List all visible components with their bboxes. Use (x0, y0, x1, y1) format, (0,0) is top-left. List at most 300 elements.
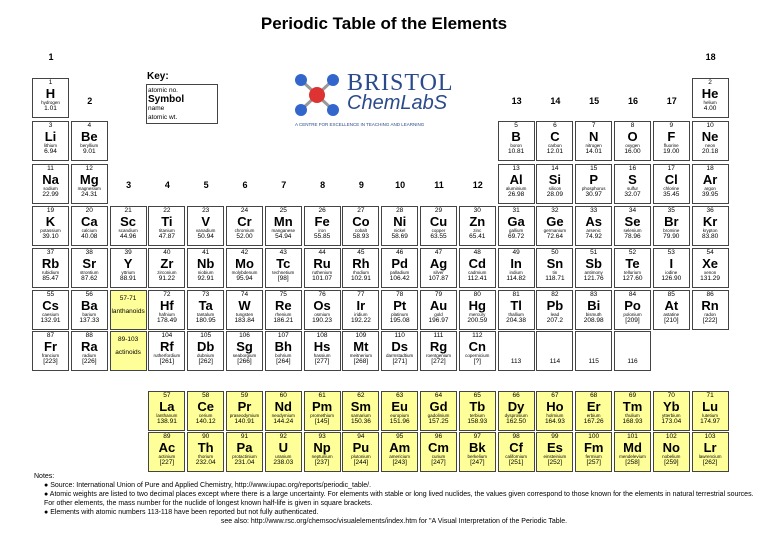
element-name: samarium (351, 413, 371, 418)
group-number: 12 (472, 180, 483, 190)
element-name: cerium (198, 413, 213, 418)
atomic-weight: 4.00 (703, 105, 717, 112)
element-hf (148, 290, 185, 330)
element-symbol: Bh (274, 339, 292, 354)
element-name: silicon (548, 186, 562, 191)
atomic-number: 25 (279, 207, 287, 214)
element-fm (575, 432, 612, 472)
element-pr (226, 391, 263, 431)
notes-footer: see also: http://www.rsc.org/chemsoc/visualelements/index.htm for "A Visual Interpretation of the Periodic Table. (220, 518, 568, 525)
atomic-weight: 192.22 (350, 317, 371, 324)
element-cu (420, 206, 457, 246)
atomic-weight: 72.64 (546, 233, 564, 240)
element-yb (653, 391, 690, 431)
element-name: krypton (702, 228, 718, 233)
element-symbol: Na (42, 172, 59, 187)
element-symbol: Cs (42, 298, 59, 313)
element-symbol: Te (625, 256, 640, 271)
element-nd (265, 391, 302, 431)
element-name: copper (431, 228, 446, 233)
atomic-weight: [237] (314, 459, 330, 466)
element-name: tungsten (235, 312, 254, 317)
atomic-weight: 186.21 (273, 317, 294, 324)
element-symbol: Yb (662, 399, 680, 414)
atomic-weight: 106.42 (389, 275, 410, 282)
element-name: nobelium (662, 454, 681, 459)
atomic-number: 72 (163, 291, 171, 298)
element-name: lanthanum (156, 413, 178, 418)
atomic-number: 79 (434, 291, 443, 298)
element-symbol: Hs (313, 339, 331, 354)
group-number: 3 (126, 180, 132, 190)
atomic-weight: [223] (43, 358, 58, 365)
element-es (536, 432, 573, 472)
atomic-weight: [222] (702, 317, 718, 324)
bristol-chemlabs-logo (291, 70, 454, 127)
element-name: einsteinium (543, 454, 567, 459)
element-symbol: Cu (429, 214, 448, 229)
element-ra (71, 331, 108, 371)
atomic-weight: [272] (431, 358, 446, 365)
atomic-weight: 167.26 (583, 418, 604, 425)
atomic-weight: 92.91 (197, 275, 214, 282)
element-name: iodine (665, 270, 678, 275)
element-name: neodymium (271, 413, 295, 418)
atomic-number: 2 (708, 79, 712, 86)
notes-heading: Notes: (34, 473, 55, 480)
atomic-number: 57 (163, 392, 171, 399)
atomic-weight: [209] (625, 317, 640, 324)
element-symbol: Pr (237, 399, 252, 414)
element-hs (304, 331, 341, 371)
element-symbol: V (201, 214, 211, 229)
element-br (653, 206, 690, 246)
element-symbol: Hg (468, 298, 486, 313)
element-symbol: Cl (664, 172, 678, 187)
atomic-number: 104 (161, 332, 173, 339)
atomic-weight: 196.97 (428, 317, 449, 324)
element-name: terbium (469, 413, 485, 418)
atomic-number: 67 (551, 392, 559, 399)
element-s (614, 164, 651, 204)
atomic-number: 52 (628, 249, 637, 256)
element-symbol: La (159, 399, 175, 414)
atomic-weight: 78.96 (624, 233, 641, 240)
element-symbol: Pb (546, 298, 564, 313)
element-symbol: S (628, 172, 637, 187)
element-symbol: Rb (41, 256, 60, 271)
element-name: lead (550, 312, 560, 317)
element-xe (692, 248, 729, 288)
atomic-number: 10 (706, 122, 714, 129)
element-name: francium (41, 353, 60, 358)
atomic-weight: [247] (431, 459, 446, 466)
note-item: Atomic weights are listed to two decimal places except where there is a large uncertainty. For elements with stable or long lived nuclides, the values given correspond to those known for the elements in natural terrestrial sources. For other elements, the mass number for the nuclide of longest known half-life is given in square brackets. (44, 491, 754, 507)
element-symbol: Sg (236, 339, 253, 354)
atomic-number: 101 (627, 433, 638, 440)
element-name: molybdenum (231, 270, 258, 275)
element-symbol: Ds (391, 339, 408, 354)
element-symbol: Ba (80, 298, 98, 313)
element-name: xenon (703, 270, 717, 275)
atomic-weight: [258] (625, 459, 640, 466)
atomic-weight: 118.71 (545, 275, 565, 282)
atomic-weight: 151.96 (389, 418, 410, 425)
element-ne (692, 121, 729, 161)
element-symbol: Sn (546, 256, 564, 271)
atomic-weight: 102.91 (350, 275, 371, 282)
element-symbol: Re (274, 298, 292, 313)
atomic-weight: [262] (702, 459, 718, 466)
atomic-weight: 91.22 (158, 275, 176, 282)
atomic-number: 109 (355, 332, 367, 339)
atomic-number: 20 (85, 207, 93, 214)
element-li (32, 121, 69, 161)
atomic-weight: 85.47 (42, 275, 59, 282)
element-name: palladium (390, 270, 410, 275)
group-number: 16 (627, 96, 638, 106)
atomic-weight: [?] (473, 358, 481, 365)
element-cn (459, 331, 496, 371)
element-symbol: Ca (80, 214, 98, 229)
element-symbol: Bk (468, 440, 486, 455)
atomic-number: 54 (706, 249, 714, 256)
atomic-number: 99 (551, 433, 559, 440)
group-number: 13 (511, 96, 522, 106)
element-symbol: Mn (273, 214, 293, 229)
element-name: arsenic (586, 228, 601, 233)
element-symbol: Kr (702, 214, 718, 229)
element-symbol: Rg (429, 339, 448, 354)
atomic-number: 78 (396, 291, 404, 298)
element-symbol: Ra (80, 339, 98, 354)
atomic-weight: 58.93 (352, 233, 370, 240)
atomic-weight: 162.50 (506, 418, 527, 425)
element-np (304, 432, 341, 472)
element-symbol: Rh (352, 256, 370, 271)
atomic-number: 60 (279, 392, 287, 399)
element-tc (265, 248, 302, 288)
element-name: chlorine (663, 186, 680, 191)
element-symbol: Zr (160, 256, 174, 271)
element-symbol: Sm (350, 399, 371, 414)
element-name: chromium (234, 228, 255, 233)
atomic-weight: 28.09 (546, 191, 564, 198)
element-lr (692, 432, 729, 472)
element-name: magnesium (77, 186, 101, 191)
atomic-number: 91 (240, 433, 249, 440)
atomic-number: 103 (704, 433, 716, 440)
atomic-number: 69 (628, 392, 637, 399)
element-symbol: Ar (702, 172, 718, 187)
atomic-number: 44 (318, 249, 326, 256)
element-th (187, 432, 224, 472)
element-symbol: Ti (161, 214, 173, 229)
element-symbol: Pd (391, 256, 408, 271)
element-name: hydrogen (41, 100, 60, 105)
element-symbol: Be (80, 129, 98, 144)
atomic-number: 86 (706, 291, 714, 298)
element-placeholder: 115 (575, 331, 612, 371)
atomic-number: 33 (590, 207, 598, 214)
element-name: promethium (310, 413, 334, 418)
element-name: potassium (40, 228, 61, 233)
atomic-number: 40 (163, 249, 171, 256)
element-name: bromine (663, 228, 680, 233)
atomic-weight: 231.04 (234, 459, 255, 466)
element-pa (226, 432, 263, 472)
atomic-number: 37 (46, 249, 55, 256)
element-symbol: Pa (236, 440, 253, 455)
element-am (381, 432, 418, 472)
element-symbol: U (278, 440, 288, 455)
element-name: bohrium (275, 353, 292, 358)
element-name: californium (505, 454, 527, 459)
element-symbol: Y (123, 256, 133, 271)
atomic-number: 7 (591, 122, 596, 129)
atomic-number: 111 (433, 332, 444, 339)
atomic-number: 102 (665, 433, 677, 440)
element-ba (71, 290, 108, 330)
element-symbol: Eu (391, 399, 408, 414)
logo-line2: ChemLabS (347, 92, 448, 114)
element-he (692, 78, 729, 118)
element-bi (575, 290, 612, 330)
element-symbol: Rf (160, 339, 174, 354)
element-symbol: At (664, 298, 679, 313)
element-symbol: Cn (468, 339, 486, 354)
element-name: hafnium (158, 312, 175, 317)
atomic-number: 58 (202, 392, 210, 399)
atomic-weight: [145] (314, 418, 330, 425)
atomic-number: 4 (87, 122, 92, 129)
element-symbol: Si (548, 172, 562, 187)
element-symbol: Hf (160, 298, 174, 313)
atomic-number: 92 (279, 433, 287, 440)
element-db (187, 331, 224, 371)
atomic-number: 13 (512, 165, 520, 172)
element-ni (381, 206, 418, 246)
element-name: berkelium (467, 454, 488, 459)
atomic-weight: 95.94 (236, 275, 253, 282)
atomic-number: 75 (279, 291, 287, 298)
group-number: 6 (242, 180, 248, 190)
element-al (498, 164, 535, 204)
atomic-weight: 35.45 (663, 191, 680, 198)
atomic-weight: 88.91 (119, 275, 137, 282)
atomic-number: 19 (46, 207, 55, 214)
element-gd (420, 391, 457, 431)
element-symbol: Db (197, 339, 215, 354)
element-name: curium (431, 454, 446, 459)
element-f (653, 121, 690, 161)
atomic-weight: [266] (237, 358, 252, 365)
element-name: manganese (271, 228, 296, 233)
atomic-weight: [243] (392, 459, 407, 466)
element-symbol: Li (44, 129, 57, 144)
atomic-weight: 52.00 (236, 233, 253, 240)
element-cl (653, 164, 690, 204)
element-bh (265, 331, 302, 371)
element-symbol: Au (429, 298, 448, 313)
atomic-weight: 20.18 (701, 148, 719, 155)
atomic-number: 96 (434, 433, 443, 440)
atomic-number: 64 (434, 392, 443, 399)
atomic-number: 100 (588, 433, 600, 440)
element-name: roentgenium (425, 353, 452, 358)
element-cf (498, 432, 535, 472)
atomic-number: 98 (512, 433, 520, 440)
element-symbol: Tc (276, 256, 291, 271)
atomic-weight: 83.80 (701, 233, 719, 240)
atomic-weight: [252] (547, 459, 563, 466)
element-sn (536, 248, 573, 288)
atomic-number: 45 (357, 249, 365, 256)
atomic-number: 80 (473, 291, 481, 298)
element-symbol: Br (664, 214, 679, 229)
atomic-number: 93 (318, 433, 326, 440)
element-symbol: W (238, 298, 251, 313)
element-name: thorium (198, 454, 214, 459)
atomic-number: 106 (239, 332, 250, 339)
element-zn (459, 206, 496, 246)
element-sm (342, 391, 379, 431)
element-name: vanadium (195, 228, 216, 233)
atomic-weight: 19.00 (663, 148, 680, 155)
atomic-number: 62 (357, 392, 365, 399)
element-name: darmstadtium (386, 353, 414, 358)
element-ga (498, 206, 535, 246)
element-name: technetium (272, 270, 295, 275)
key-symbol: Symbol (148, 94, 185, 105)
atomic-weight: 204.38 (506, 317, 527, 324)
atomic-weight: 24.31 (81, 191, 98, 198)
atomic-weight: [251] (508, 459, 524, 466)
element-name: osmium (314, 312, 330, 317)
element-placeholder: 113 (498, 331, 535, 371)
atomic-weight: 39.10 (42, 233, 59, 240)
element-name: yttrium (121, 270, 135, 275)
element-bk (459, 432, 496, 472)
element-ir (342, 290, 379, 330)
element-name: fermium (585, 454, 602, 459)
group-number: 5 (203, 180, 209, 190)
element-rh (342, 248, 379, 288)
element-symbol: Pm (311, 399, 333, 414)
atomic-number: 110 (394, 332, 405, 339)
atomic-weight: [247] (470, 459, 485, 466)
element-name: hassium (313, 353, 331, 358)
element-symbol: Ac (158, 440, 176, 455)
element-name: zinc (473, 228, 482, 233)
atomic-weight: 132.91 (40, 317, 61, 324)
atomic-number: 47 (434, 249, 443, 256)
element-name: copernicium (465, 353, 490, 358)
element-symbol: He (701, 86, 719, 101)
element-name: sulfur (626, 186, 638, 191)
atomic-number: 90 (202, 433, 210, 440)
element-symbol: Am (389, 440, 411, 455)
element-name: aluminium (505, 186, 527, 191)
element-sc (110, 206, 147, 246)
element-symbol: Lr (703, 440, 717, 455)
atomic-number: 76 (318, 291, 326, 298)
element-symbol: Mt (353, 339, 369, 354)
atomic-number: 49 (512, 249, 520, 256)
atomic-number: 71 (706, 392, 714, 399)
element-name: cobalt (354, 228, 367, 233)
atomic-number: 16 (628, 165, 637, 172)
element-name: plutonium (351, 454, 371, 459)
element-symbol: O (627, 129, 638, 144)
element-name: titanium (159, 228, 175, 233)
element-name: ytterbium (662, 413, 681, 418)
element-symbol: H (45, 86, 56, 101)
element-name: tantalum (197, 312, 215, 317)
atomic-weight: 238.03 (273, 459, 294, 466)
element-hg (459, 290, 496, 330)
atomic-weight: 126.90 (661, 275, 682, 282)
element-name: seaborgium (232, 353, 257, 358)
element-name: uranium (275, 454, 292, 459)
atomic-weight: 131.29 (700, 275, 721, 282)
element-name: dubnium (197, 353, 215, 358)
atomic-weight: 127.60 (622, 275, 643, 282)
atomic-weight: [210] (664, 317, 679, 324)
atomic-weight: 54.94 (275, 233, 292, 240)
atomic-number: 82 (551, 291, 559, 298)
element-symbol: Sc (120, 214, 137, 229)
atomic-weight: 12.01 (546, 148, 564, 155)
element-name: iridium (354, 312, 368, 317)
element-symbol: Zn (469, 214, 486, 229)
atomic-number: 31 (512, 207, 520, 214)
atomic-number: 108 (316, 332, 328, 339)
atomic-weight: 138.91 (156, 418, 177, 425)
atomic-number: 35 (667, 207, 675, 214)
element-eu (381, 391, 418, 431)
element-symbol: Mg (79, 172, 99, 187)
element-pm (304, 391, 341, 431)
element-o (614, 121, 651, 161)
key-name: name (148, 105, 165, 112)
group-number: 4 (164, 180, 170, 190)
element-fe (304, 206, 341, 246)
atomic-number: 53 (667, 249, 675, 256)
element-symbol: Nb (197, 256, 215, 271)
element-symbol: P (589, 172, 599, 187)
element-name: sodium (43, 186, 58, 191)
atomic-number: 95 (396, 433, 404, 440)
atomic-number: 28 (396, 207, 404, 214)
element-name: americium (389, 454, 411, 459)
element-name: astatine (663, 312, 680, 317)
atomic-number: 22 (163, 207, 171, 214)
element-symbol: Bi (587, 298, 601, 313)
element-te (614, 248, 651, 288)
element-rf (148, 331, 185, 371)
element-symbol: Po (624, 298, 641, 313)
lanthanoids-label: 57-71 lanthanoids (110, 290, 147, 330)
atomic-weight: [268] (353, 358, 369, 365)
element-name: niobium (197, 270, 214, 275)
element-name: holmium (546, 413, 564, 418)
atomic-weight: 69.72 (507, 233, 525, 240)
group-number: 17 (666, 96, 677, 106)
group-number: 2 (87, 96, 93, 106)
element-name: helium (703, 100, 717, 105)
element-symbol: F (667, 129, 676, 144)
